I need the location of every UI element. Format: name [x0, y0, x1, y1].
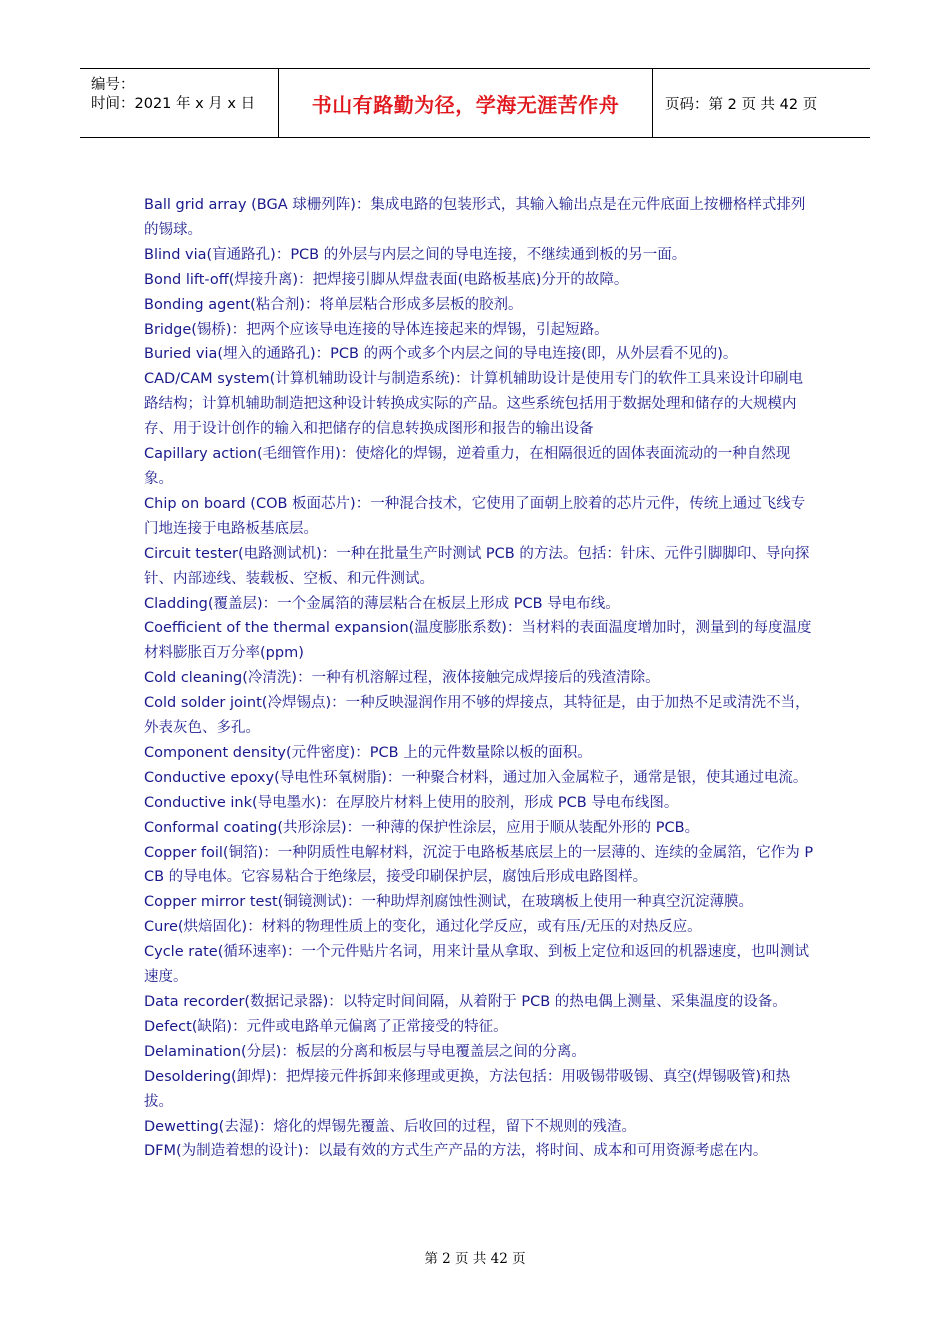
document-number-label: 编号： [91, 77, 135, 93]
glossary-entry: Bridge(锡桥)：把两个应该导电连接的导体连接起来的焊锡，引起短路。 [144, 321, 609, 338]
header-page-info: 页码：第 2 页 共 42 页 [665, 96, 818, 113]
glossary-entry: Ball grid array (BGA 球栅列阵)：集成电路的包装形式，其输入输出点是在元件底面上按栅格样式排列的锡球。 [144, 197, 806, 238]
glossary-entry: Copper mirror test(铜镜测试)：一种助焊剂腐蚀性测试，在玻璃板上使用一种真空沉淀薄膜。 [144, 894, 753, 911]
glossary-entry: Defect(缺陷)：元件或电路单元偏离了正常接受的特征。 [144, 1018, 508, 1035]
glossary-entry: DFM(为制造着想的设计)：以最有效的方式生产产品的方法，将时间、成本和可用资源考虑在内。 [144, 1143, 768, 1160]
glossary-entry: Desoldering(卸焊)：把焊接元件拆卸来修理或更换，方法包括：用吸锡带吸锡、真空(焊锡吸管)和热拔。 [144, 1068, 791, 1110]
glossary-entry: Capillary action(毛细管作用)：使熔化的焊锡，逆着重力，在相隔很近的固体表面流动的一种自然现象。 [144, 446, 791, 487]
glossary-entry: Circuit tester(电路测试机)：一种在批量生产时测试 PCB 的方法。包括：针床、元件引脚脚印、导向探针、内部迹线、装载板、空板、和元件测试。 [144, 545, 810, 587]
glossary-entry: Conformal coating(共形涂层)：一种薄的保护性涂层，应用于顺从装配外形的 PCB。 [144, 819, 700, 836]
header-motto-cell [279, 69, 653, 137]
glossary-body [144, 193, 814, 1164]
glossary-entry: Component density(元件密度)：PCB 上的元件数量除以板的面积。 [144, 744, 592, 761]
glossary-entry: CAD/CAM system(计算机辅助设计与制造系统)：计算机辅助设计是使用专门的软件工具来设计印刷电路结构；计算机辅助制造把这种设计转换成实际的产品。这些系统包括用于数据处理和储存的大规模内存、用于设计创作的输入和把储存的信息转换成图形和报告的输出设备 [144, 371, 803, 438]
glossary-entry: Blind via(盲通路孔)：PCB 的外层与内层之间的导电连接，不继续通到板的另一面。 [144, 246, 687, 263]
glossary-entry: Data recorder(数据记录器)：以特定时间间隔，从着附于 PCB 的热电偶上测量、采集温度的设备。 [144, 994, 787, 1010]
glossary-entry: Buried via(埋入的通路孔)：PCB 的两个或多个内层之间的导电连接(即，从外层看不见的)。 [144, 346, 738, 363]
glossary-entry: Delamination(分层)：板层的分离和板层与导电覆盖层之间的分离。 [144, 1043, 586, 1060]
glossary-entry: Cycle rate(循环速率)：一个元件贴片名词，用来计量从拿取、到板上定位和返回的机器速度，也叫测试速度。 [144, 944, 809, 986]
glossary-entry: Chip on board (COB 板面芯片)：一种混合技术，它使用了面朝上胶着的芯片元件，传统上通过飞线专门地连接于电路板基底层。 [144, 495, 806, 537]
glossary-entry: Cure(烘焙固化)：材料的物理性质上的变化，通过化学反应，或有压/无压的对热反应。 [144, 919, 702, 936]
header-left-cell [80, 69, 279, 137]
page-header [80, 68, 870, 138]
page-footer: 第 2 页 共 42 页 [424, 1251, 526, 1267]
glossary-entry: Copper foil(铜箔)：一种阴质性电解材料，沉淀于电路板基底层上的一层薄的、连续的金属箔，它作为 PCB 的导电体。它容易粘合于绝缘层，接受印刷保护层，腐蚀后形成电路图样。 [144, 844, 814, 886]
glossary-entry: Cold solder joint(冷焊锡点)：一种反映湿润作用不够的焊接点，其特征是，由于加热不足或清洗不当，外表灰色、多孔。 [144, 695, 810, 737]
glossary-entry: Dewetting(去湿)：熔化的焊锡先覆盖、后收回的过程，留下不规则的残渣。 [144, 1118, 636, 1135]
header-motto: 书山有路勤为径，学海无涯苦作舟 [311, 92, 620, 117]
header-page-cell [653, 69, 870, 137]
glossary-entry: Conductive ink(导电墨水)：在厚胶片材料上使用的胶剂，形成 PCB 导电布线图。 [144, 794, 679, 811]
document-date: 时间：2021 年 x 月 x 日 [91, 96, 256, 112]
glossary-entry: Coefficient of the thermal expansion(温度膨胀系数)：当材料的表面温度增加时，测量到的每度温度材料膨胀百万分率(ppm) [144, 620, 812, 662]
glossary-entry: Cladding(覆盖层)：一个金属箔的薄层粘合在板层上形成 PCB 导电布线。 [144, 595, 620, 612]
glossary-entry: Conductive epoxy(导电性环氧树脂)：一种聚合材料，通过加入金属粒子，通常是银，使其通过电流。 [144, 769, 808, 786]
glossary-entry: Bonding agent(粘合剂)：将单层粘合形成多层板的胶剂。 [144, 296, 523, 313]
glossary-entry: Bond lift-off(焊接升离)：把焊接引脚从焊盘表面(电路板基底)分开的故障。 [144, 271, 629, 288]
glossary-entry: Cold cleaning(冷清洗)：一种有机溶解过程，液体接触完成焊接后的残渣清除。 [144, 670, 660, 687]
